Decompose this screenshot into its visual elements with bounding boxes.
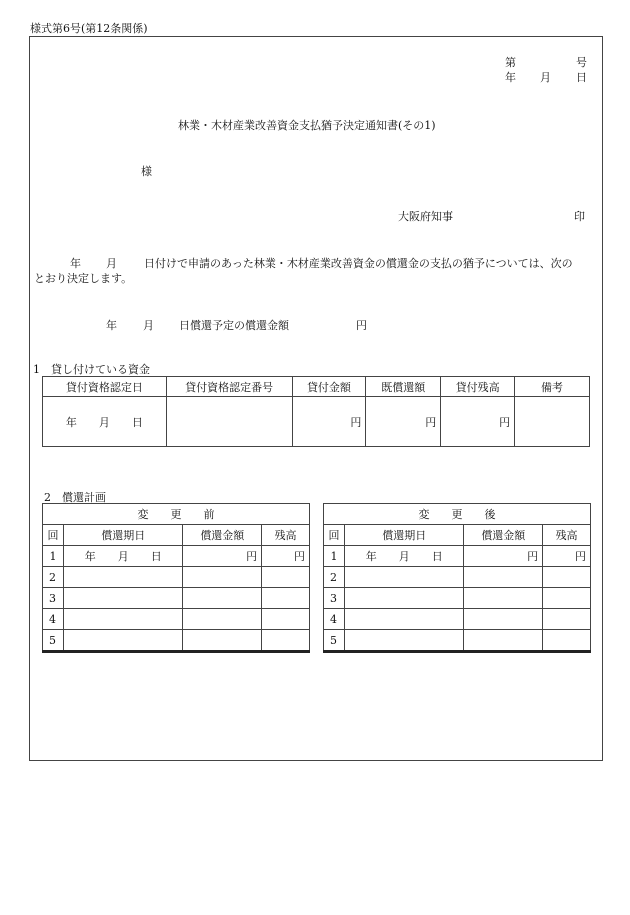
loan-cert-no-cell (166, 397, 292, 447)
before-row1-amount: 円 (183, 546, 262, 567)
repay-yen: 円 (356, 319, 367, 332)
table-row: 1 (324, 546, 345, 567)
date-tsuki: 月 (398, 550, 410, 563)
table-row: 2 (324, 567, 345, 588)
recipient-sama: 様 (141, 165, 152, 178)
body-text-line1: 日付けで申請のあった林業・木材産業改善資金の償還金の支払の猶予については、次の (144, 257, 573, 270)
form-label: 様式第6号(第12条関係) (30, 22, 148, 35)
loan-date-nen: 年 (65, 415, 77, 429)
before-header-balance: 残高 (262, 525, 310, 546)
after-row1-amount: 円 (464, 546, 543, 567)
table-row: 3 (324, 588, 345, 609)
table-row: 4 (324, 609, 345, 630)
loan-header-remarks: 備考 (515, 377, 590, 397)
loan-table (42, 376, 590, 447)
seal: 印 (574, 210, 585, 223)
repay-tsuki: 月 (143, 319, 154, 332)
table-row: 5 (324, 630, 345, 652)
loan-balance-cell: 円 (441, 397, 515, 447)
date-tsuki: 月 (540, 71, 551, 84)
date-nen: 年 (365, 550, 377, 563)
loan-header-cert-no: 貸付資格認定番号 (166, 377, 292, 397)
loan-cert-date-cell (43, 397, 167, 447)
loan-repaid-cell: 円 (366, 397, 441, 447)
after-header-kai: 回 (324, 525, 345, 546)
body-text-line2: とおり決定します。 (34, 272, 133, 285)
loan-header-amount: 貸付金額 (292, 377, 366, 397)
after-header-balance: 残高 (543, 525, 591, 546)
body-date-tsuki: 月 (106, 257, 117, 270)
before-header-amount: 償還金額 (183, 525, 262, 546)
body-date-nen: 年 (70, 257, 81, 270)
table-row: 5 (43, 630, 64, 652)
repay-plan-after-table (323, 503, 591, 653)
loan-header-balance: 貸付残高 (441, 377, 515, 397)
date-nen: 年 (84, 550, 96, 563)
before-header-due: 償還期日 (63, 525, 183, 546)
repay-nen: 年 (106, 319, 117, 332)
loan-header-cert-date: 貸付資格認定日 (43, 377, 167, 397)
table-row: 1 (43, 546, 64, 567)
table-row: 4 (43, 609, 64, 630)
after-row1-date (344, 546, 464, 567)
section2-heading: 2 償還計画 (44, 491, 106, 504)
after-header-amount: 償還金額 (464, 525, 543, 546)
after-title: 変 更 後 (324, 504, 591, 525)
issuer: 大阪府知事 (398, 210, 453, 223)
date-hi: 日 (150, 550, 162, 563)
date-hi: 日 (576, 71, 587, 84)
section1-heading: 1 貸し付けている資金 (33, 363, 150, 376)
loan-date-hi: 日 (131, 415, 143, 429)
after-header-due: 償還期日 (344, 525, 464, 546)
after-row1-balance: 円 (543, 546, 591, 567)
number-dai: 第 (505, 56, 516, 69)
document-title: 林業・木材産業改善資金支払猶予決定通知書(その1) (178, 119, 436, 132)
repay-plan-before-table (42, 503, 310, 653)
number-go: 号 (576, 56, 587, 69)
loan-amount-cell: 円 (292, 397, 366, 447)
table-row: 3 (43, 588, 64, 609)
loan-remarks-cell (515, 397, 590, 447)
table-row: 2 (43, 567, 64, 588)
before-row1-date (63, 546, 183, 567)
loan-header-repaid: 既償還額 (366, 377, 441, 397)
loan-date-tsuki: 月 (98, 415, 110, 429)
date-hi: 日 (431, 550, 443, 563)
before-row1-balance: 円 (262, 546, 310, 567)
repay-text: 日償還予定の償還金額 (179, 319, 289, 332)
before-title: 変 更 前 (43, 504, 310, 525)
date-nen: 年 (505, 71, 516, 84)
date-tsuki: 月 (117, 550, 129, 563)
before-header-kai: 回 (43, 525, 64, 546)
